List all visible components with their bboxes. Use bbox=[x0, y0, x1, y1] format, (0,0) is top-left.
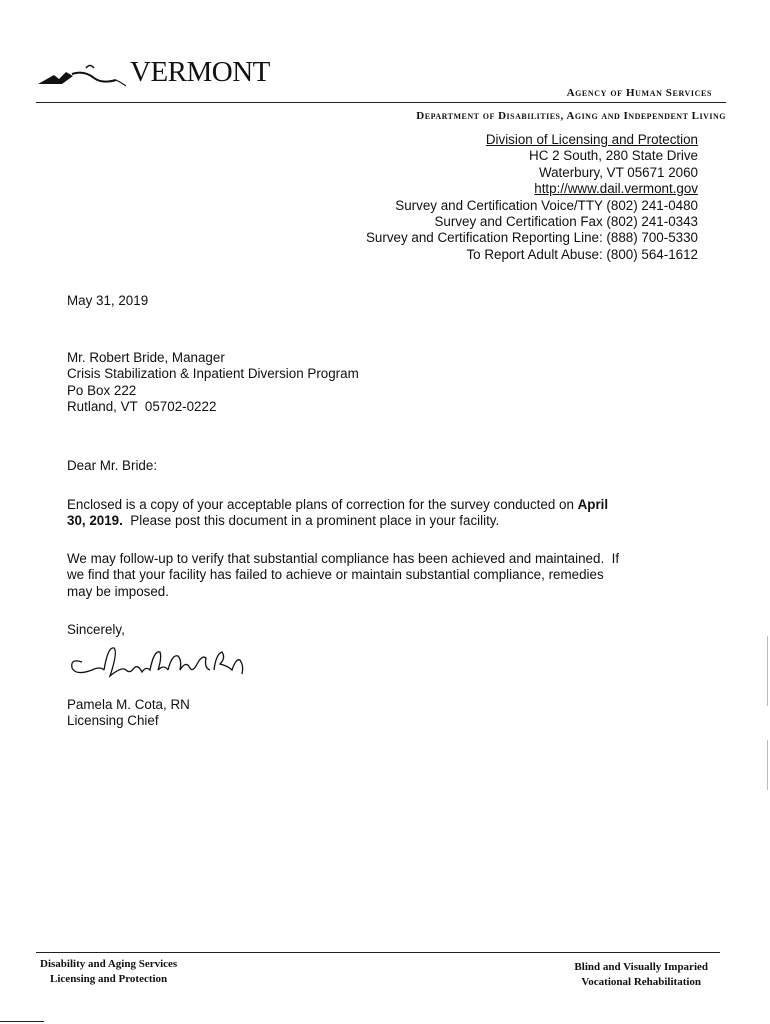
address-line-2: Waterbury, VT 05671 2060 bbox=[538, 164, 698, 180]
paragraph-2-line-2: we find that your facility has failed to achieve or maintain substantial compliance, remedies bbox=[67, 567, 604, 583]
survey-date-part-1: April bbox=[577, 497, 609, 512]
contact-block bbox=[366, 132, 698, 263]
signer-block bbox=[67, 697, 707, 730]
recipient-organization: Crisis Stabilization & Inpatient Diversion Program bbox=[67, 366, 359, 382]
paragraph-2 bbox=[67, 551, 707, 600]
fax-line: Survey and Certification Fax (802) 241-0343 bbox=[434, 214, 698, 230]
recipient-name: Mr. Robert Bride, Manager bbox=[67, 350, 225, 365]
division-name: Division of Licensing and Protection bbox=[485, 132, 698, 147]
paragraph-1 bbox=[67, 497, 707, 530]
footer-rule bbox=[36, 952, 720, 953]
agency-name: Agency of Human Services bbox=[566, 87, 712, 99]
state-name: VERMONT bbox=[130, 56, 270, 88]
department-name: Department of Disabilities, Aging and Independent Living bbox=[416, 110, 726, 122]
vermont-logo-icon bbox=[36, 58, 126, 90]
footer-right-block bbox=[574, 960, 708, 990]
footer-left-line-2: Licensing and Protection bbox=[50, 973, 168, 985]
closing: Sincerely, bbox=[67, 622, 125, 637]
footer-right-line-2: Vocational Rehabilitation bbox=[581, 976, 702, 988]
scan-edge-mark bbox=[767, 636, 768, 706]
footer-right-line-1: Blind and Visually Imparied bbox=[574, 961, 708, 973]
recipient-city: Rutland, VT 05702-0222 bbox=[67, 399, 217, 415]
adult-abuse-line: To Report Adult Abuse: (800) 564-1612 bbox=[466, 246, 698, 262]
footer-left-line-1: Disability and Aging Services bbox=[40, 958, 178, 970]
header-rule bbox=[36, 102, 726, 103]
signer-title: Licensing Chief bbox=[67, 713, 159, 729]
address-line-1: HC 2 South, 280 State Drive bbox=[529, 148, 698, 164]
paragraph-1-instruction: Please post this document in a prominent place in your facility. bbox=[122, 513, 500, 529]
reporting-line: Survey and Certification Reporting Line: (888) 700-5330 bbox=[366, 230, 698, 246]
handwritten-signature-icon bbox=[64, 640, 254, 684]
recipient-block bbox=[67, 350, 707, 416]
footer-left-block bbox=[40, 957, 177, 987]
recipient-po-box: Po Box 222 bbox=[67, 382, 137, 398]
signer-name: Pamela M. Cota, RN bbox=[67, 697, 190, 712]
salutation: Dear Mr. Bride: bbox=[67, 458, 158, 473]
website-link[interactable]: http://www.dail.vermont.gov bbox=[534, 181, 698, 197]
corner-rule bbox=[0, 1021, 44, 1022]
paragraph-2-line-3: may be imposed. bbox=[67, 583, 169, 599]
paragraph-1-text: Enclosed is a copy of your acceptable plans of correction for the survey conducted on bbox=[67, 497, 578, 512]
voice-tty-line: Survey and Certification Voice/TTY (802) 241-0480 bbox=[395, 197, 698, 213]
scan-edge-mark bbox=[767, 740, 768, 790]
paragraph-2-line-1: We may follow-up to verify that substantial compliance has been achieved and maintained. If bbox=[67, 551, 620, 566]
survey-date-part-2: 30, 2019. bbox=[67, 513, 123, 529]
letter-date: May 31, 2019 bbox=[67, 293, 149, 308]
